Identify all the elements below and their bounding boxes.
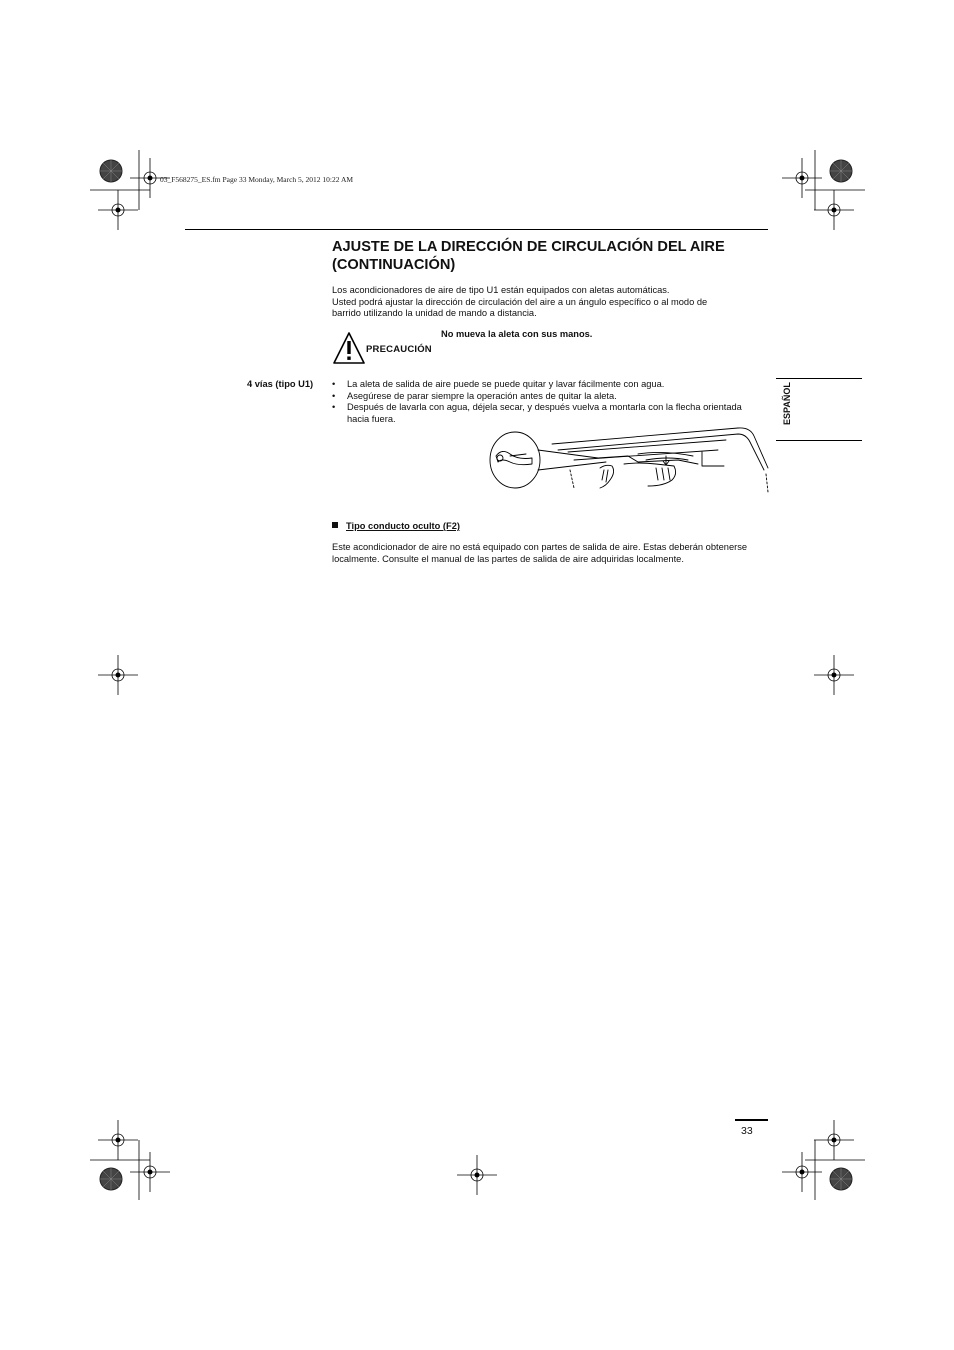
- header-rule: [185, 229, 768, 230]
- list-item: • Después de lavarla con agua, déjela secar, y después vuelva a montarla con la flecha orientada hacia fuera.: [332, 402, 742, 424]
- title-line-1: AJUSTE DE LA DIRECCIÓN DE CIRCULACIÓN DEL AIRE: [332, 239, 725, 255]
- print-file-info: 03_F568275_ES.fm Page 33 Monday, March 5, 2012 10:22 AM: [160, 175, 354, 184]
- four-way-bullet-list: [332, 379, 752, 425]
- four-way-label: 4 vías (tipo U1): [247, 379, 314, 389]
- page-title: [332, 238, 762, 274]
- concealed-duct-heading: [332, 521, 460, 531]
- concealed-duct-heading-text: Tipo conducto oculto (F2): [346, 521, 460, 531]
- page-number: 33: [741, 1125, 753, 1137]
- page-number-rule: [735, 1119, 768, 1121]
- title-line-2: (CONTINUACIÓN): [332, 257, 456, 273]
- intro-line-1: Los acondicionadores de aire de tipo U1 están equipados con aletas automáticas.: [332, 285, 670, 295]
- square-bullet-icon: [332, 522, 338, 528]
- list-item: • Asegúrese de parar siempre la operación antes de quitar la aleta.: [332, 390, 617, 401]
- caution-text: No mueva la aleta con sus manos.: [441, 329, 593, 339]
- caution-label: PRECAUCIÓN: [366, 344, 432, 355]
- flap-removal-illustration: [488, 424, 770, 496]
- warning-triangle-icon: [333, 332, 365, 364]
- intro-paragraph: [332, 285, 762, 320]
- language-tab-label: ESPAÑOL: [782, 382, 792, 425]
- intro-line-2: Usted podrá ajustar la dirección de circulación del aire a un ángulo específico o al modo de: [332, 296, 708, 307]
- concealed-duct-body: Este acondicionador de aire no está equipado con partes de salida de aire. Estas deberán obtenerse localmente. Consulte el manual de las partes de salida de aire adquiridas localmente.: [332, 542, 748, 564]
- list-item: • La aleta de salida de aire puede se puede quitar y lavar fácilmente con agua.: [332, 379, 665, 389]
- intro-line-3: barrido utilizando la unidad de mando a distancia.: [332, 308, 537, 318]
- language-tab: [776, 378, 862, 441]
